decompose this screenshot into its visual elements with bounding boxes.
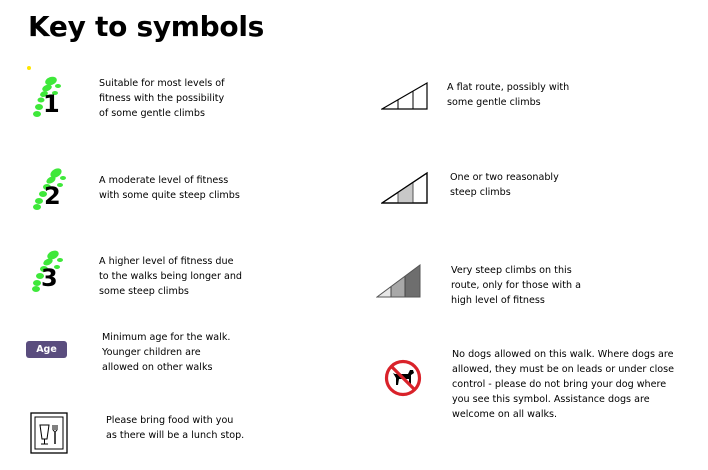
lunch-stop-icon [30, 412, 68, 454]
page-title: Key to symbols [28, 10, 265, 43]
steep-climbs-description: One or two reasonably steep climbs [450, 172, 559, 198]
very-steep-climbs-icon [376, 263, 422, 299]
svg-text:3: 3 [41, 264, 58, 292]
boot-level-1-icon [30, 74, 70, 120]
svg-text:2: 2 [44, 182, 61, 210]
age-description: Minimum age for the walk. Younger children are allowed on other walks [102, 332, 231, 373]
flat-route-icon [381, 81, 431, 111]
no-dogs-icon [384, 359, 422, 397]
decorative-dot [27, 66, 31, 70]
boot-level-3-icon [29, 248, 69, 294]
boot-level-1-description: Suitable for most levels of fitness with the possibility of some gentle climbs [99, 78, 225, 119]
svg-text:1: 1 [43, 90, 60, 118]
no-dogs-description: No dogs allowed on this walk. Where dogs are allowed, they must be on leads or under close control - please do not bring your dog where you see this symbol. Assistance dogs are welcome on all walks. [452, 349, 675, 420]
boot-level-2-icon [30, 166, 72, 212]
boot-level-3-description: A higher level of fitness due to the walks being longer and some steep climbs [99, 256, 242, 297]
lunch-stop-description: Please bring food with you as there will be a lunch stop. [106, 415, 245, 441]
age-badge-icon: Age 14+ [26, 341, 67, 358]
boot-level-2-description: A moderate level of fitness with some quite steep climbs [99, 175, 240, 201]
very-steep-climbs-description: Very steep climbs on this route, only for those with a high level of fitness [451, 265, 581, 306]
steep-climbs-icon [381, 171, 431, 205]
flat-route-description: A flat route, possibly with some gentle climbs [447, 82, 570, 108]
